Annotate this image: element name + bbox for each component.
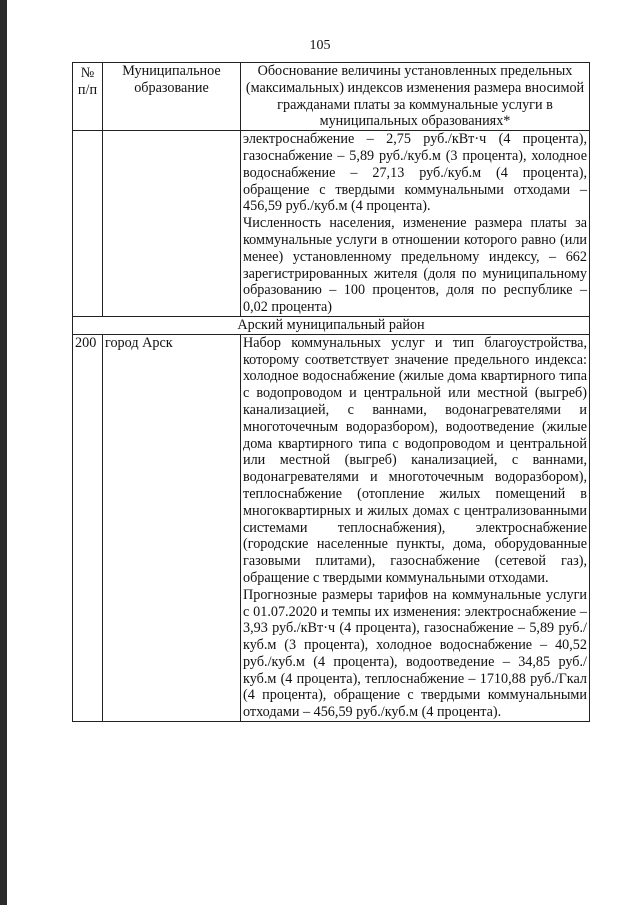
indices-table (72, 62, 590, 722)
table-header-row (73, 63, 590, 131)
row-justification-cell (241, 334, 590, 721)
cont-tariffs-paragraph: электроснабжение – 2,75 руб./кВт·ч (4 процента), газоснабжение – 5,89 руб./куб.м (3 процента), холодное водоснабжение – 27,13 руб./куб.м (4 процента), обращение с твердыми коммунальными отходами – 456,59 руб./куб.м (4 процента). (243, 131, 587, 215)
page-number: 105 (309, 38, 331, 53)
table-row-continuation (73, 131, 590, 317)
header-number: № п/п (73, 63, 103, 131)
cont-population-paragraph: Численность населения, изменение размера платы за коммунальные услуги в отношении которого равно (или менее) установленному предельному индексу, – 662 зарегистрированных жителя (доля по муниципальному образованию – 100 процентов, доля по республике – 0,02 процента) (243, 215, 587, 316)
services-paragraph: Набор коммунальных услуг и тип благоустройства, которому соответствует значение предельного индекса: холодное водоснабжение (жилые дома квартирного типа с водопроводом и центральной или местной (выгреб) канализацией, с ваннами, водонагревателями и многоточечным водоразбором), водоотведение (жилые дома квартирного типа с водопроводом и центральной или местной (выгреб) канализацией, с ваннами, водонагревателями и многоточечным водоразбором), теплоснабжение (отопление жилых помещений в многоквартирных и жилых домах с централизованными системами теплоснабжения), электроснабжение (городские населенные пункты, дома, оборудованные газовыми плитами), газоснабжение (сетевой газ), обращение с твердыми коммунальными отходами. (243, 334, 587, 586)
row-number: 200 (73, 334, 103, 721)
section-row (73, 316, 590, 334)
tariffs-paragraph: Прогнозные размеры тарифов на коммунальные услуги с 01.07.2020 и темпы их изменения: электроснабжение – 3,93 руб./кВт·ч (4 процента), газоснабжение – 5,89 руб./куб.м (3 процента), холодное водоснабжение – 40,52 руб./куб.м (4 процента), водоотведение – 34,85 руб./куб.м (4 процента), теплоснабжение – 1710,88 руб./Гкал (4 процента), обращение с твердыми коммунальными отходами – 456,59 руб./куб.м (4 процента). (243, 586, 587, 721)
section-title: Арский муниципальный район (73, 316, 590, 334)
cont-number-cell (73, 131, 103, 317)
header-justification: Обоснование величины установленных предельных (максимальных) индексов изменения размера вносимой гражданами платы за коммунальные услуги в муниципальных образованиях* (241, 63, 590, 131)
cont-justification-cell (241, 131, 590, 317)
scan-edge-strip (0, 0, 7, 905)
header-municipality: Муниципальное образование (103, 63, 241, 131)
table-row (73, 334, 590, 721)
row-municipality: город Арск (103, 334, 241, 721)
cont-municipality-cell (103, 131, 241, 317)
